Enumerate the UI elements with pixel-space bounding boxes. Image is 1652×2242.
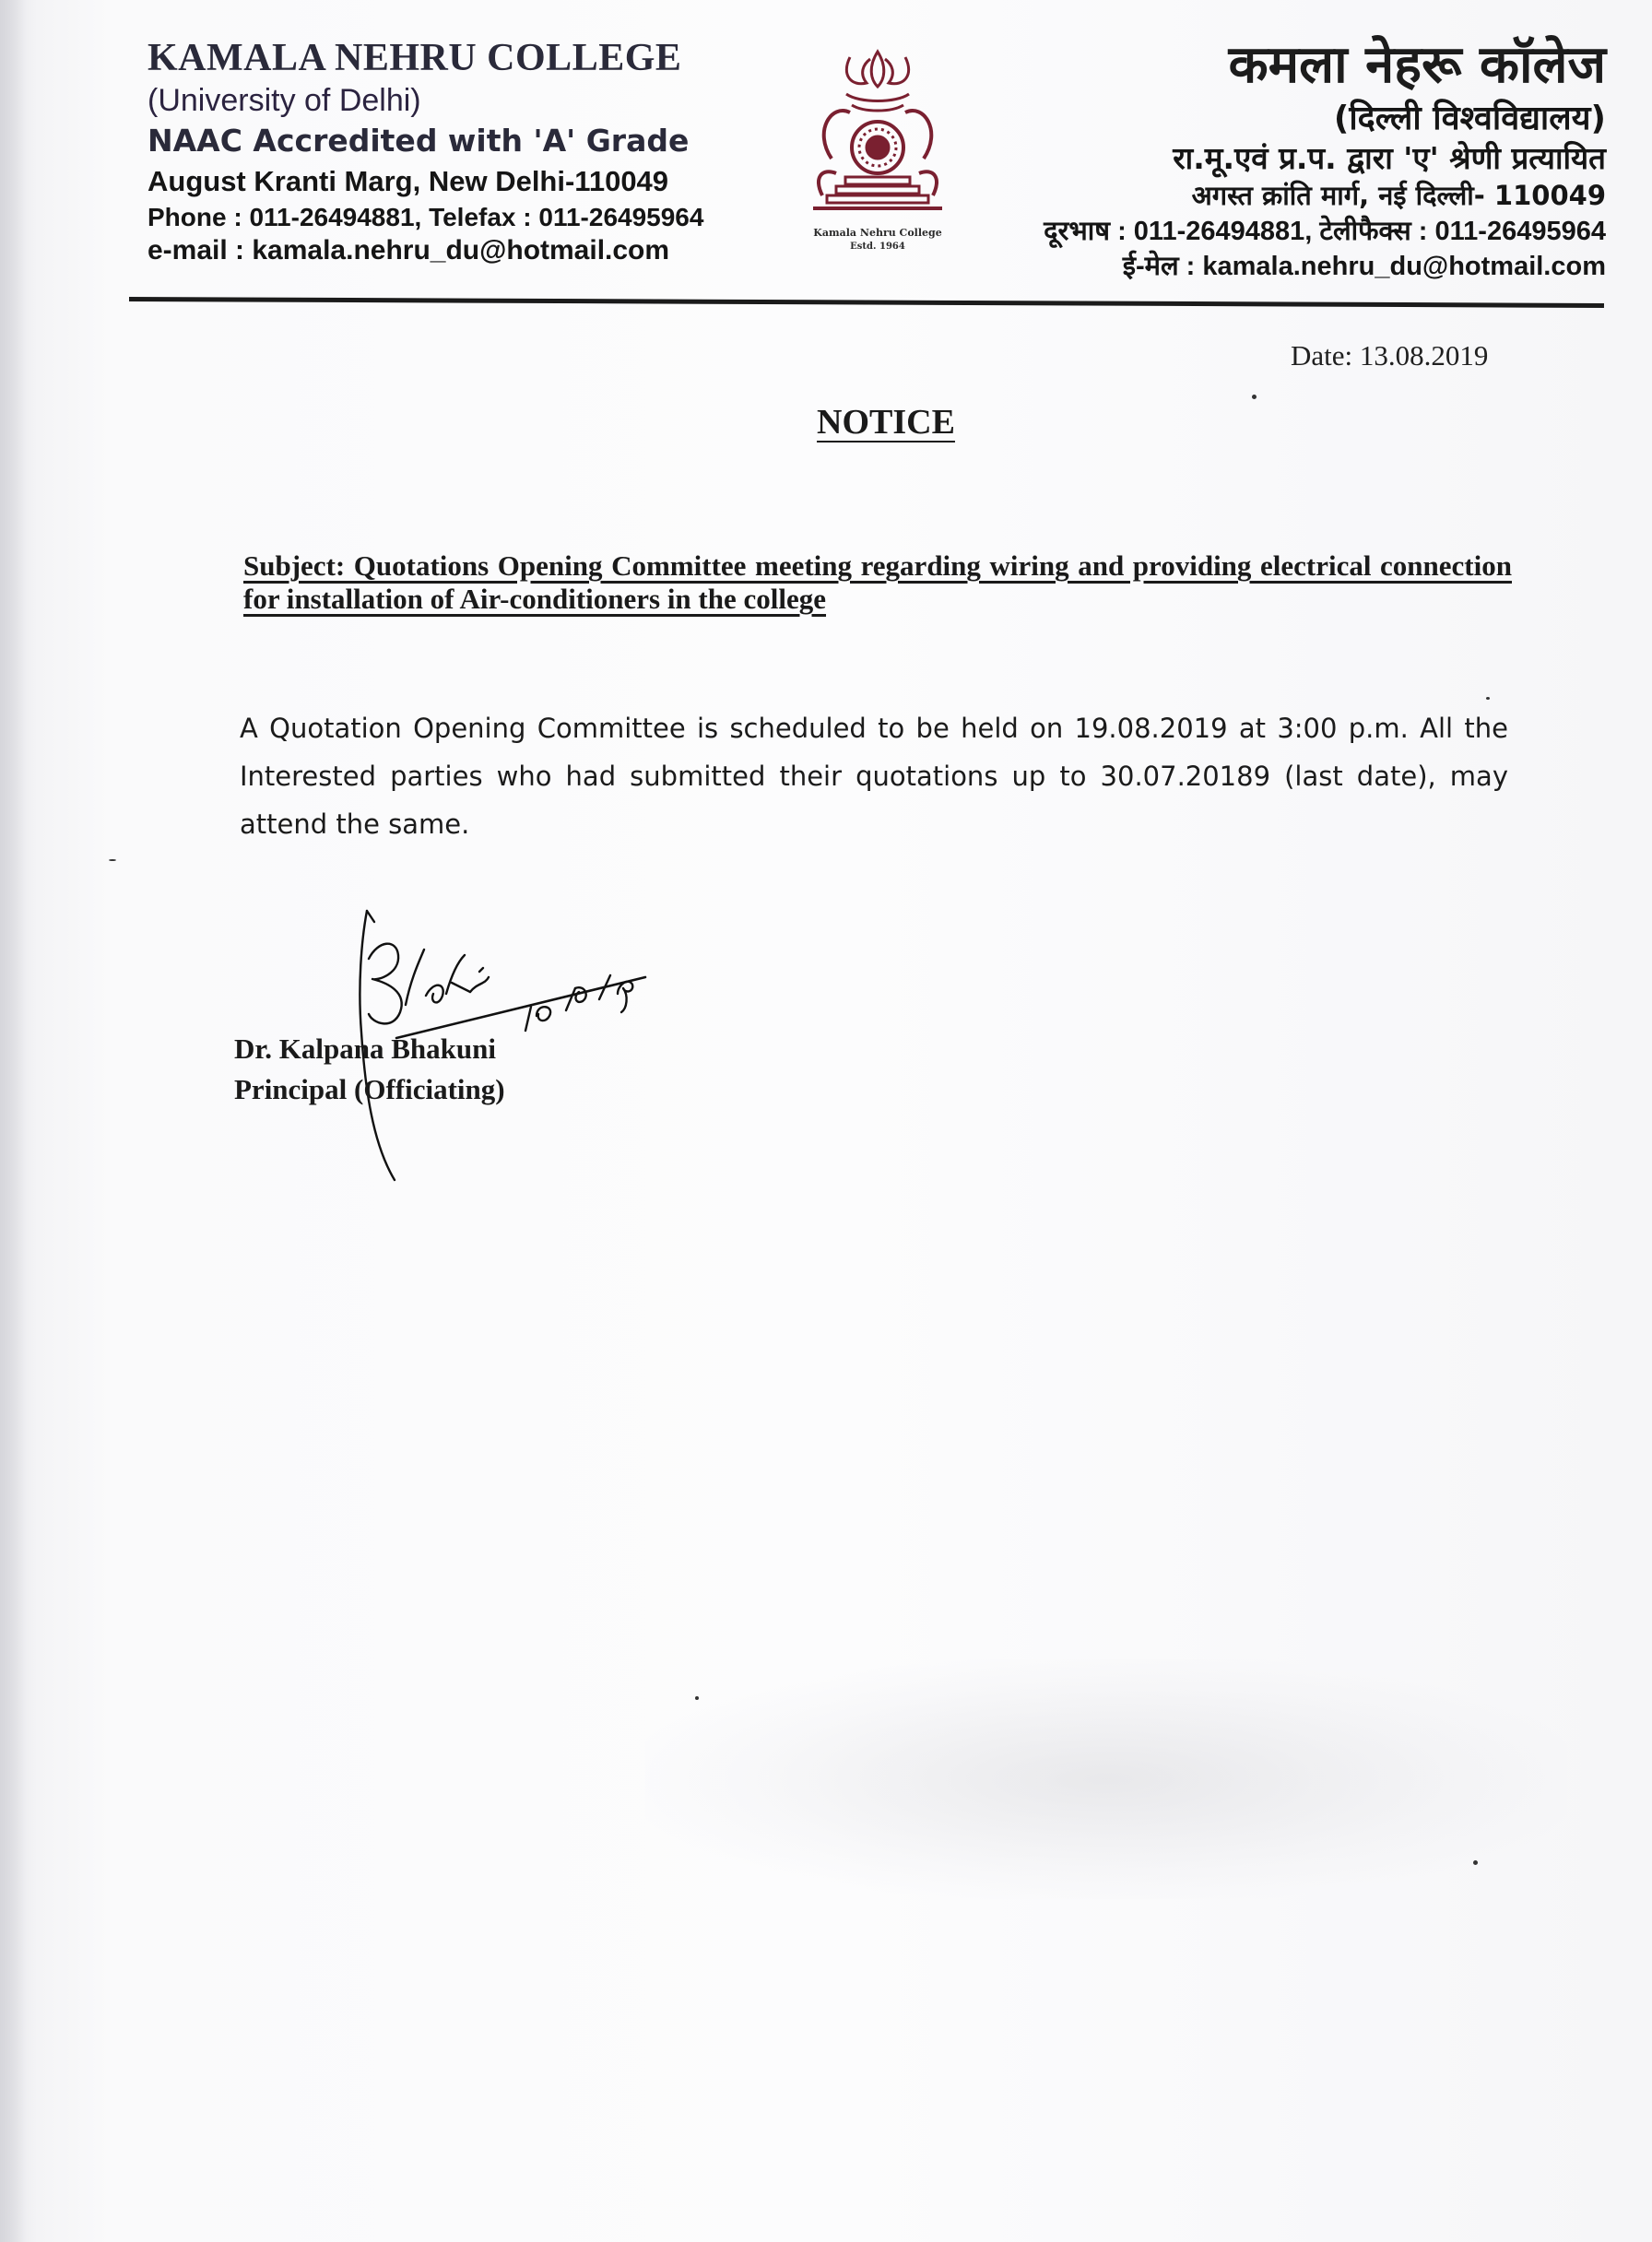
paper-speck [1486,697,1490,700]
paper-speck [695,1696,699,1700]
emblem-caption-name: Kamala Nehru College [813,227,942,239]
paper-speck [1473,1860,1478,1865]
university-hi: (दिल्ली विश्वविद्यालय) [1333,100,1606,137]
letterhead-divider [129,297,1604,308]
college-name-hi: कमला नेहरू कॉलेज [1228,35,1606,95]
signatory-designation: Principal (Officiating) [234,1073,505,1105]
notice-body: A Quotation Opening Committee is scheduled to be held on 19.08.2019 at 3:00 p.m. All the Interested parties who had submitted their quotations up to 30.07.20189 (last date), may attend the same. [240,713,1508,840]
signatory-block [234,1029,505,1110]
notice-title-text: NOTICE [817,403,955,442]
paper-fold-shadow [645,1659,1567,1899]
university-en: (University of Delhi) [148,83,421,118]
letterhead-english [148,35,738,267]
paper-speck [109,859,116,861]
address-hi: अगस्त क्रांति मार्ग, नई दिल्ली- 110049 [1191,180,1606,211]
notice-title [0,402,1652,442]
letterhead-hindi [961,33,1606,284]
email-hi: ई-मेल : kamala.nehru_du@hotmail.com [1122,252,1606,281]
emblem-caption-estd: Estd. 1964 [850,242,905,252]
phone-hi: दूरभाष : 011-26494881, टेलीफैक्स : 011-26495964 [1044,217,1606,246]
page-edge-shadow [0,0,26,2242]
college-emblem [795,39,961,256]
phone-en: Phone : 011-26494881, Telefax : 011-26495964 [148,203,704,231]
paper-speck [1252,395,1257,399]
email-en: e-mail : kamala.nehru_du@hotmail.com [148,235,670,266]
notice-date: Date: 13.08.2019 [1291,339,1489,372]
accreditation-en: NAAC Accredited with 'A' Grade [148,123,690,159]
notice-subject: Subject: Quotations Opening Committee meeting regarding wiring and providing electrical connection for installation of Air-conditioners in the college [243,549,1512,615]
signatory-name: Dr. Kalpana Bhakuni [234,1032,497,1065]
accreditation-hi: रा.मू.एवं प्र.प. द्वारा 'ए' श्रेणी प्रत्यायित [1173,140,1606,176]
address-en: August Kranti Marg, New Delhi-110049 [148,165,669,197]
college-name-en: KAMALA NEHRU COLLEGE [148,37,682,79]
